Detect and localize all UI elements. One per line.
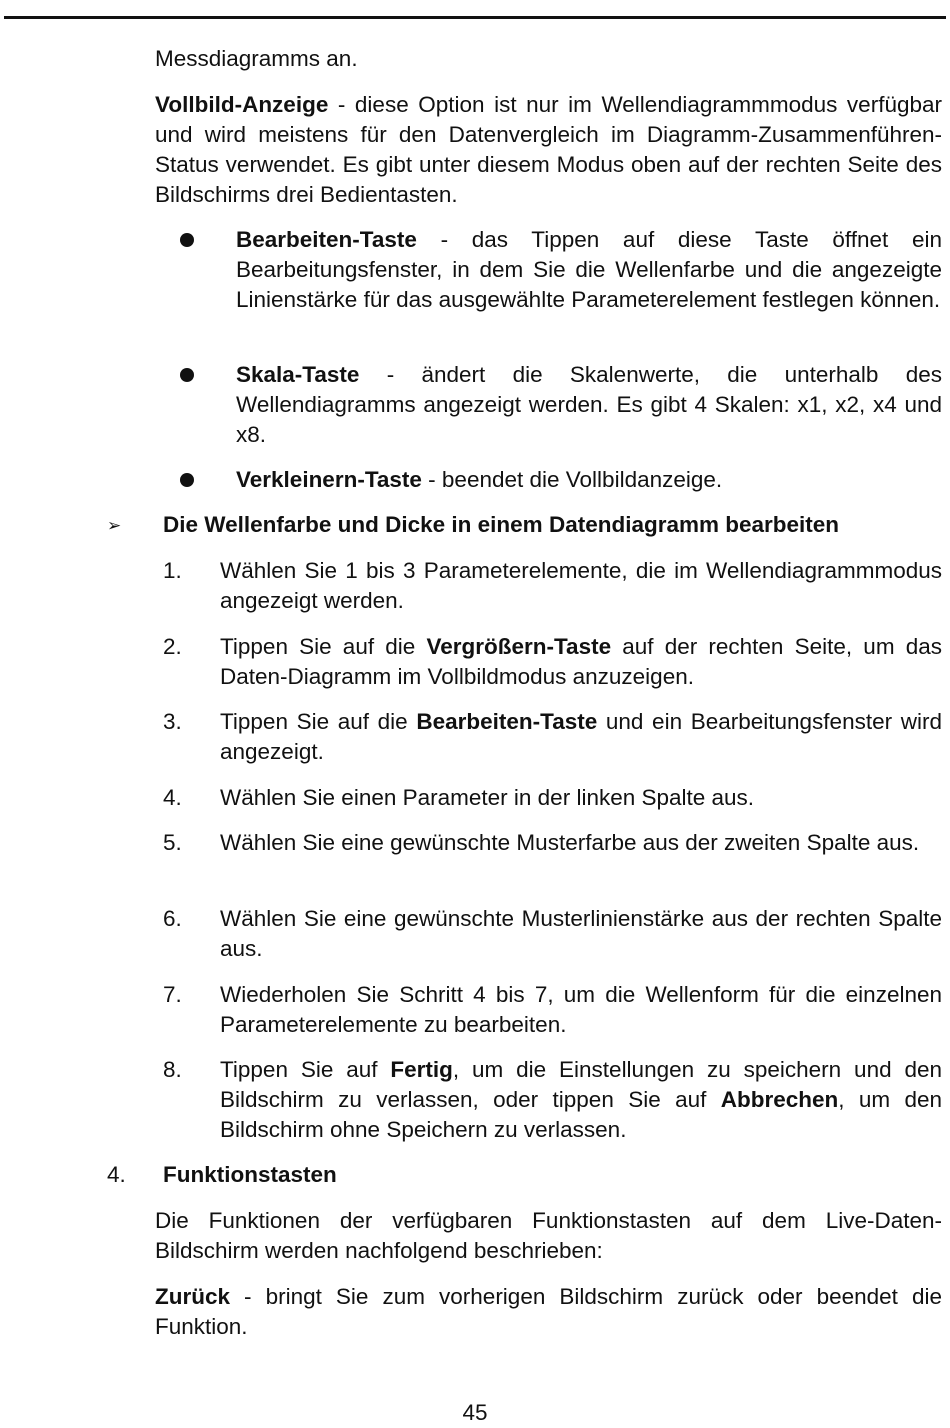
bullet-dot-icon [180,473,194,487]
zurueck-text: - bringt Sie zum vorherigen Bildschirm zurück oder beendet die Funktion. [155,1284,942,1339]
step-text: Wählen Sie 1 bis 3 Parameterelemente, die im Wellendiagrammmodus angezeigt werden. [220,558,942,613]
step-text: Wiederholen Sie Schritt 4 bis 7, um die Wellenform für die einzelnen Parameterelemente zu bearbeiten. [220,982,942,1037]
bullet-dot-icon [180,233,194,247]
vollbild-term: Vollbild-Anzeige [155,92,329,117]
bullet-text: - das Tippen auf diese Taste öffnet ein Bearbeitungsfenster, in dem Sie die Wellenfarbe und die angezeigte Linienstärke für das ausgewählte Parameterelement festlegen können. [236,227,942,312]
step-number: 5. [163,830,182,855]
bullet-text: - beendet die Vollbildanzeige. [421,467,723,492]
section-heading: Funktionstasten [163,1162,337,1187]
header-rule [4,16,946,19]
step-text: Wählen Sie eine gewünschte Musterlinienstärke aus der rechten Spalte aus. [220,906,942,961]
step-number: 3. [163,709,182,734]
step-text: Wählen Sie einen Parameter in der linken Spalte aus. [220,785,755,810]
step-number: 2. [163,634,182,659]
bullet-term: Verkleinern-Taste [236,467,422,492]
zurueck-term: Zurück [155,1284,231,1309]
step-text: Tippen Sie auf die Vergrößern-Taste auf der rechten Seite, um das Daten-Diagramm im Vollbildmodus anzuzeigen. [220,634,942,689]
step-number: 8. [163,1057,182,1082]
step-number: 7. [163,982,182,1007]
step-number: 4. [163,785,182,810]
arrow-bullet-icon: ➢ [107,516,122,535]
section-number: 4. [107,1162,126,1187]
bullet-term: Bearbeiten-Taste [236,227,417,252]
bullet-bearbeiten [236,225,942,315]
step-bold-term: Abbrechen [720,1087,839,1112]
subsection-heading: Die Wellenfarbe und Dicke in einem Datendiagramm bearbeiten [163,512,840,537]
page-number: 45 [462,1400,488,1425]
step-bold-term: Bearbeiten-Taste [416,709,598,734]
step-text: Tippen Sie auf die Bearbeiten-Taste und ein Bearbeitungsfenster wird angezeigt. [220,709,942,764]
step-bold-term: Fertig [390,1057,453,1082]
step-bold-term: Vergrößern-Taste [426,634,612,659]
function-intro: Die Funktionen der verfügbaren Funktionstasten auf dem Live-Daten-Bildschirm werden nachfolgend beschrieben: [155,1208,942,1263]
bullet-text: - ändert die Skalenwerte, die unterhalb des Wellendiagramms angezeigt werden. Es gibt 4 Skalen: x1, x2, x4 und x8. [236,362,942,447]
vollbild-text: - diese Option ist nur im Wellendiagrammmodus verfügbar und wird meistens für den Datenvergleich im Diagramm-Zusammenführen-Status verwendet. Es gibt unter diesem Modus oben auf der rechten Seite des Bildschirms drei Bedientasten. [155,92,942,207]
step-number: 6. [163,906,182,931]
step-number: 1. [163,558,182,583]
step-text: Tippen Sie auf Fertig, um die Einstellungen zu speichern und den Bildschirm zu verlassen, oder tippen Sie auf Abbrechen, um den Bildschirm ohne Speichern zu verlassen. [220,1057,943,1142]
bullet-skala [236,360,942,450]
zurueck-paragraph [155,1282,942,1342]
bullet-dot-icon [180,368,194,382]
bullet-verkleinern [236,465,942,495]
step-text: Wählen Sie eine gewünschte Musterfarbe aus der zweiten Spalte aus. [220,830,920,855]
intro-line: Messdiagramms an. [155,46,358,71]
bullet-term: Skala-Taste [236,362,360,387]
vollbild-paragraph [155,90,942,210]
